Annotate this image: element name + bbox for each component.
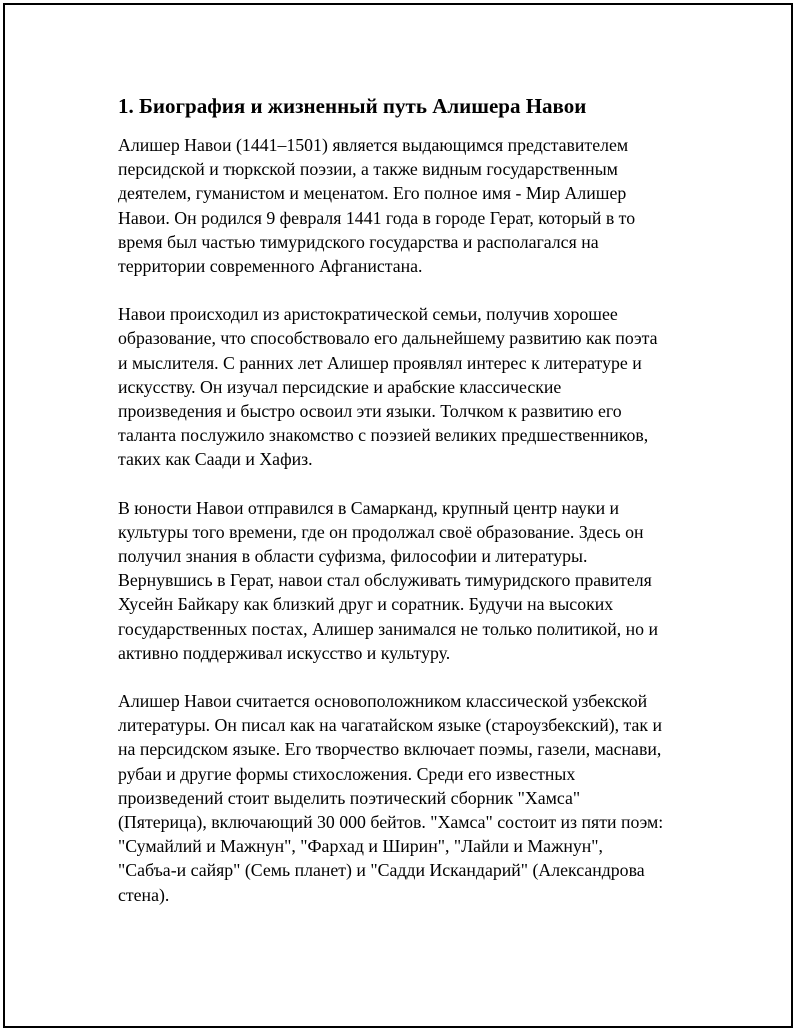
text-line: Алишер Навои (1441–1501) является выдающимся представителем [118, 135, 629, 155]
text-line: Навои. Он родился 9 февраля 1441 года в городе Герат, который в то [118, 207, 636, 228]
paragraph-1 [118, 133, 703, 278]
text-line: литературы. Он писал как на чагатайском языке (староузбекский), так и [118, 715, 663, 736]
text-line: Вернувшись в Герат, навои стал обслуживать тимуридского правителя [118, 570, 652, 591]
paragraph-2 [118, 302, 703, 471]
paragraph-3 [118, 496, 703, 665]
text-line: В юности Навои отправился в Самарканд, крупный центр науки и [118, 497, 620, 518]
text-line: получил знания в области суфизма, философии и литературы. [118, 546, 588, 567]
text-line: (Пятерица), включающий 30 000 бейтов. "Хамса" состоит из пяти поэм: [118, 812, 664, 833]
text-line: таких как Саади и Хафиз. [118, 449, 313, 470]
text-line: персидской и тюркской поэзии, а также видным государственным [118, 159, 618, 180]
text-line: Алишер Навои считается основоположником классической узбекской [118, 691, 648, 712]
text-line: "Сумайлий и Мажнун", "Фархад и Ширин", "Лайли и Мажнун", [118, 836, 603, 857]
text-line: произведения и быстро освоил эти языки. Толчком к развитию его [118, 401, 622, 422]
text-line: активно поддерживал искусство и культуру. [118, 642, 451, 663]
text-line: и мыслителя. С ранних лет Алишер проявлял интерес к литературе и [118, 352, 642, 373]
text-line: Навои происходил из аристократической семьи, получив хорошее [118, 304, 618, 325]
text-line: произведений стоит выделить поэтический сборник "Хамса" [118, 787, 581, 808]
document-body [118, 92, 703, 931]
text-line: "Сабъа-и сайяр" (Семь планет) и "Садди Искандарий" (Александрова [118, 860, 645, 881]
text-line: деятелем, гуманистом и меценатом. Его полное имя - Мир Алишер [118, 183, 627, 204]
text-line: время был частью тимуридского государства и располагался на [118, 231, 599, 252]
text-line: на персидском языке. Его творчество включает поэмы, газели, маснави, [118, 739, 662, 760]
text-line: таланта послужило знакомство с поэзией великих предшественников, [118, 425, 649, 446]
text-line: культуры того времени, где он продолжал своё образование. Здесь он [118, 521, 644, 542]
text-line: рубаи и другие формы стихосложения. Среди его известных [118, 763, 576, 784]
text-line: искусству. Он изучал персидские и арабские классические [118, 376, 562, 397]
section-heading: 1. Биография и жизненный путь Алишера Навои [118, 94, 587, 118]
text-line: территории современного Афганистана. [118, 256, 423, 277]
text-line: стена). [118, 884, 170, 905]
text-line: образование, что способствовало его дальнейшему развитию как поэта [118, 328, 658, 349]
paragraph-4 [118, 689, 703, 907]
text-line: государственных постах, Алишер занимался не только политикой, но и [118, 618, 659, 639]
text-line: Хусейн Байкару как близкий друг и соратник. Будучи на высоких [118, 594, 614, 615]
